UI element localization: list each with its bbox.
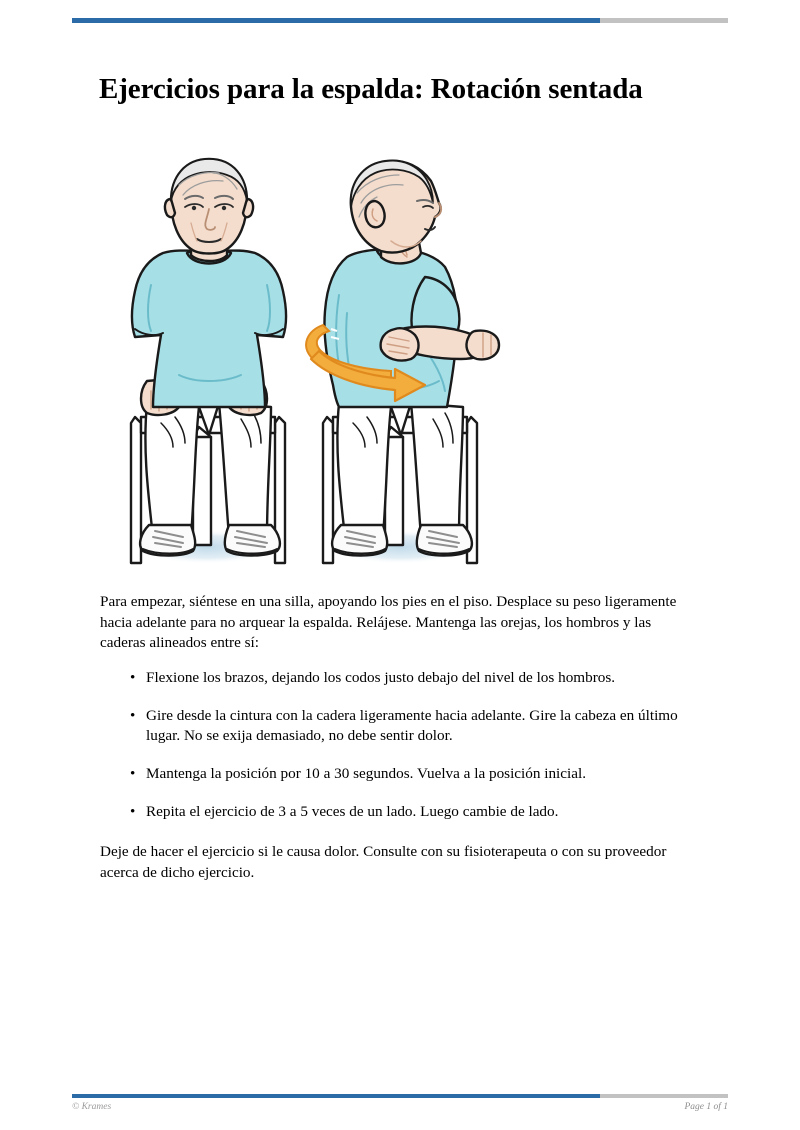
list-item-text: Mantenga la posición por 10 a 30 segundos. Vuelva a la posición inicial.: [146, 765, 586, 783]
list-item: [130, 802, 686, 823]
header-rule: [72, 18, 728, 23]
shirt-front-view: [132, 250, 286, 407]
bullet-icon: •: [130, 669, 136, 687]
figure-seated-front-view: [131, 159, 286, 563]
footer-rule-blue-segment: [72, 1094, 600, 1098]
list-item: [130, 668, 686, 689]
illustration-svg: [95, 145, 515, 580]
list-item-text: Gire desde la cintura con la cadera ligeramente hacia adelante. Gire la cabeza en último lugar. No se exija demasiado, no debe sentir dolor.: [146, 706, 678, 745]
footer-rule-gray-segment: [600, 1094, 728, 1098]
footer-rule: [72, 1094, 728, 1098]
body-content: [100, 592, 686, 884]
bullet-icon: •: [130, 706, 136, 724]
closing-paragraph: Deje de hacer el ejercicio si le causa dolor. Consulte con su fisioterapeuta o con su proveedor acerca de dicho ejercicio.: [100, 843, 667, 882]
bullet-icon: •: [130, 765, 136, 783]
bullet-icon: •: [130, 802, 136, 820]
folded-arms: [381, 327, 499, 361]
list-item-text: Repita el ejercicio de 3 a 5 veces de un lado. Luego cambie de lado.: [146, 802, 559, 820]
list-item: [130, 706, 686, 747]
head-front-view: [165, 159, 253, 254]
intro-paragraph: Para empezar, siéntese en una silla, apoyando los pies en el piso. Desplace su peso ligeramente hacia adelante para no arquear la espalda. Relájese. Mantenga las orejas, los hombros y las caderas alineados entre sí:: [100, 593, 677, 652]
exercise-illustration: [95, 145, 515, 580]
instruction-steps-list: [100, 668, 686, 822]
footer-page-number: Page 1 of 1: [684, 1102, 728, 1112]
page-title: Ejercicios para la espalda: Rotación sentada: [99, 73, 643, 106]
list-item-text: Flexione los brazos, dejando los codos justo debajo del nivel de los hombros.: [146, 669, 616, 687]
footer-copyright: © Krames: [72, 1102, 112, 1112]
header-rule-blue-segment: [72, 18, 600, 23]
figure-seated-rotation-view: [323, 161, 499, 563]
head-rotation-view: [351, 161, 441, 253]
list-item: [130, 764, 686, 785]
header-rule-gray-segment: [600, 18, 728, 23]
